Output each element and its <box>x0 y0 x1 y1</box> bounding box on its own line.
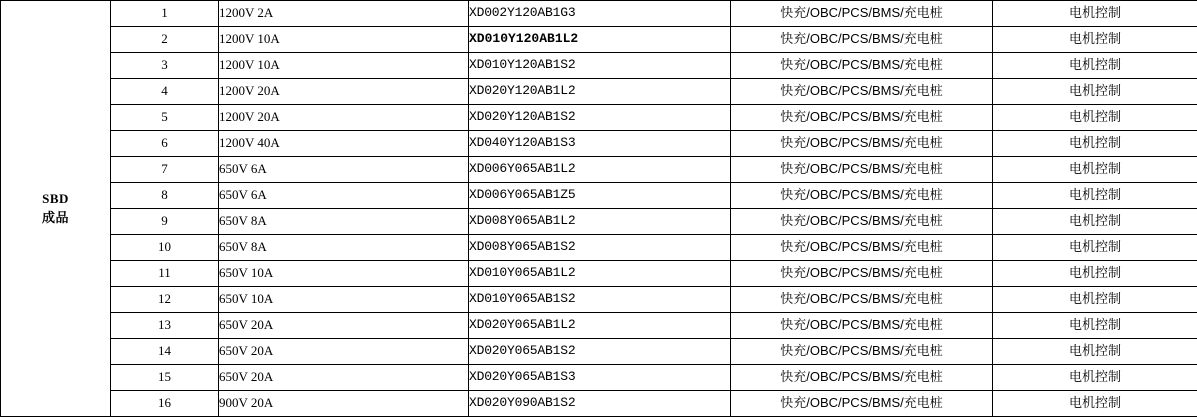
table-row <box>1 105 1197 131</box>
row-spec: 900V 20A <box>219 391 469 417</box>
row-index: 1 <box>111 1 219 27</box>
row-application: 快充/OBC/PCS/BMS/充电桩 <box>731 313 993 339</box>
table-row <box>1 391 1197 417</box>
row-application: 快充/OBC/PCS/BMS/充电桩 <box>731 235 993 261</box>
row-spec: 650V 6A <box>219 183 469 209</box>
row-spec: 1200V 40A <box>219 131 469 157</box>
row-part-number: XD020Y065AB1S3 <box>469 365 731 391</box>
row-usage: 电机控制 <box>993 79 1197 105</box>
row-index: 10 <box>111 235 219 261</box>
row-part-number: XD008Y065AB1S2 <box>469 235 731 261</box>
row-usage: 电机控制 <box>993 365 1197 391</box>
row-usage: 电机控制 <box>993 235 1197 261</box>
table-row <box>1 27 1197 53</box>
row-spec: 650V 10A <box>219 287 469 313</box>
row-part-number: XD020Y065AB1S2 <box>469 339 731 365</box>
row-spec: 650V 20A <box>219 365 469 391</box>
row-part-number: XD040Y120AB1S3 <box>469 131 731 157</box>
table-row <box>1 1 1197 27</box>
row-usage: 电机控制 <box>993 53 1197 79</box>
row-index: 12 <box>111 287 219 313</box>
row-part-number: XD008Y065AB1L2 <box>469 209 731 235</box>
row-application: 快充/OBC/PCS/BMS/充电桩 <box>731 131 993 157</box>
row-usage: 电机控制 <box>993 287 1197 313</box>
table-row <box>1 261 1197 287</box>
table-row <box>1 235 1197 261</box>
row-part-number: XD020Y090AB1S2 <box>469 391 731 417</box>
row-part-number: XD010Y120AB1L2 <box>469 27 731 53</box>
category-cell <box>1 1 111 417</box>
row-index: 11 <box>111 261 219 287</box>
table-row <box>1 79 1197 105</box>
table-row <box>1 339 1197 365</box>
row-part-number: XD010Y065AB1L2 <box>469 261 731 287</box>
row-index: 8 <box>111 183 219 209</box>
row-usage: 电机控制 <box>993 209 1197 235</box>
row-usage: 电机控制 <box>993 131 1197 157</box>
row-index: 6 <box>111 131 219 157</box>
row-index: 2 <box>111 27 219 53</box>
row-application: 快充/OBC/PCS/BMS/充电桩 <box>731 339 993 365</box>
row-part-number: XD010Y065AB1S2 <box>469 287 731 313</box>
row-spec: 650V 20A <box>219 339 469 365</box>
row-index: 13 <box>111 313 219 339</box>
row-application: 快充/OBC/PCS/BMS/充电桩 <box>731 1 993 27</box>
row-spec: 1200V 10A <box>219 53 469 79</box>
row-part-number: XD020Y120AB1S2 <box>469 105 731 131</box>
category-line-2: 成品 <box>41 209 69 225</box>
row-part-number: XD006Y065AB1Z5 <box>469 183 731 209</box>
row-usage: 电机控制 <box>993 261 1197 287</box>
row-part-number: XD020Y065AB1L2 <box>469 313 731 339</box>
row-usage: 电机控制 <box>993 183 1197 209</box>
row-usage: 电机控制 <box>993 27 1197 53</box>
row-spec: 1200V 2A <box>219 1 469 27</box>
row-part-number: XD020Y120AB1L2 <box>469 79 731 105</box>
row-index: 16 <box>111 391 219 417</box>
table-row <box>1 313 1197 339</box>
table-row <box>1 183 1197 209</box>
row-part-number: XD010Y120AB1S2 <box>469 53 731 79</box>
row-usage: 电机控制 <box>993 157 1197 183</box>
row-spec: 650V 8A <box>219 235 469 261</box>
row-index: 14 <box>111 339 219 365</box>
row-spec: 1200V 10A <box>219 27 469 53</box>
row-application: 快充/OBC/PCS/BMS/充电桩 <box>731 391 993 417</box>
row-part-number: XD006Y065AB1L2 <box>469 157 731 183</box>
row-index: 3 <box>111 53 219 79</box>
row-usage: 电机控制 <box>993 105 1197 131</box>
row-usage: 电机控制 <box>993 339 1197 365</box>
row-usage: 电机控制 <box>993 391 1197 417</box>
row-application: 快充/OBC/PCS/BMS/充电桩 <box>731 27 993 53</box>
row-application: 快充/OBC/PCS/BMS/充电桩 <box>731 365 993 391</box>
row-application: 快充/OBC/PCS/BMS/充电桩 <box>731 53 993 79</box>
row-spec: 1200V 20A <box>219 105 469 131</box>
table-row <box>1 287 1197 313</box>
table-body <box>1 1 1197 417</box>
row-index: 9 <box>111 209 219 235</box>
category-line-1: SBD <box>42 190 69 206</box>
row-index: 15 <box>111 365 219 391</box>
row-index: 7 <box>111 157 219 183</box>
row-spec: 650V 8A <box>219 209 469 235</box>
row-application: 快充/OBC/PCS/BMS/充电桩 <box>731 261 993 287</box>
row-spec: 650V 10A <box>219 261 469 287</box>
row-spec: 650V 6A <box>219 157 469 183</box>
row-application: 快充/OBC/PCS/BMS/充电桩 <box>731 105 993 131</box>
row-application: 快充/OBC/PCS/BMS/充电桩 <box>731 79 993 105</box>
row-spec: 1200V 20A <box>219 79 469 105</box>
row-usage: 电机控制 <box>993 1 1197 27</box>
table-row <box>1 131 1197 157</box>
row-index: 4 <box>111 79 219 105</box>
table-row <box>1 53 1197 79</box>
row-application: 快充/OBC/PCS/BMS/充电桩 <box>731 287 993 313</box>
table-row <box>1 365 1197 391</box>
row-spec: 650V 20A <box>219 313 469 339</box>
row-part-number: XD002Y120AB1G3 <box>469 1 731 27</box>
row-application: 快充/OBC/PCS/BMS/充电桩 <box>731 183 993 209</box>
row-index: 5 <box>111 105 219 131</box>
row-application: 快充/OBC/PCS/BMS/充电桩 <box>731 209 993 235</box>
table-row <box>1 157 1197 183</box>
row-application: 快充/OBC/PCS/BMS/充电桩 <box>731 157 993 183</box>
table-row <box>1 209 1197 235</box>
row-usage: 电机控制 <box>993 313 1197 339</box>
